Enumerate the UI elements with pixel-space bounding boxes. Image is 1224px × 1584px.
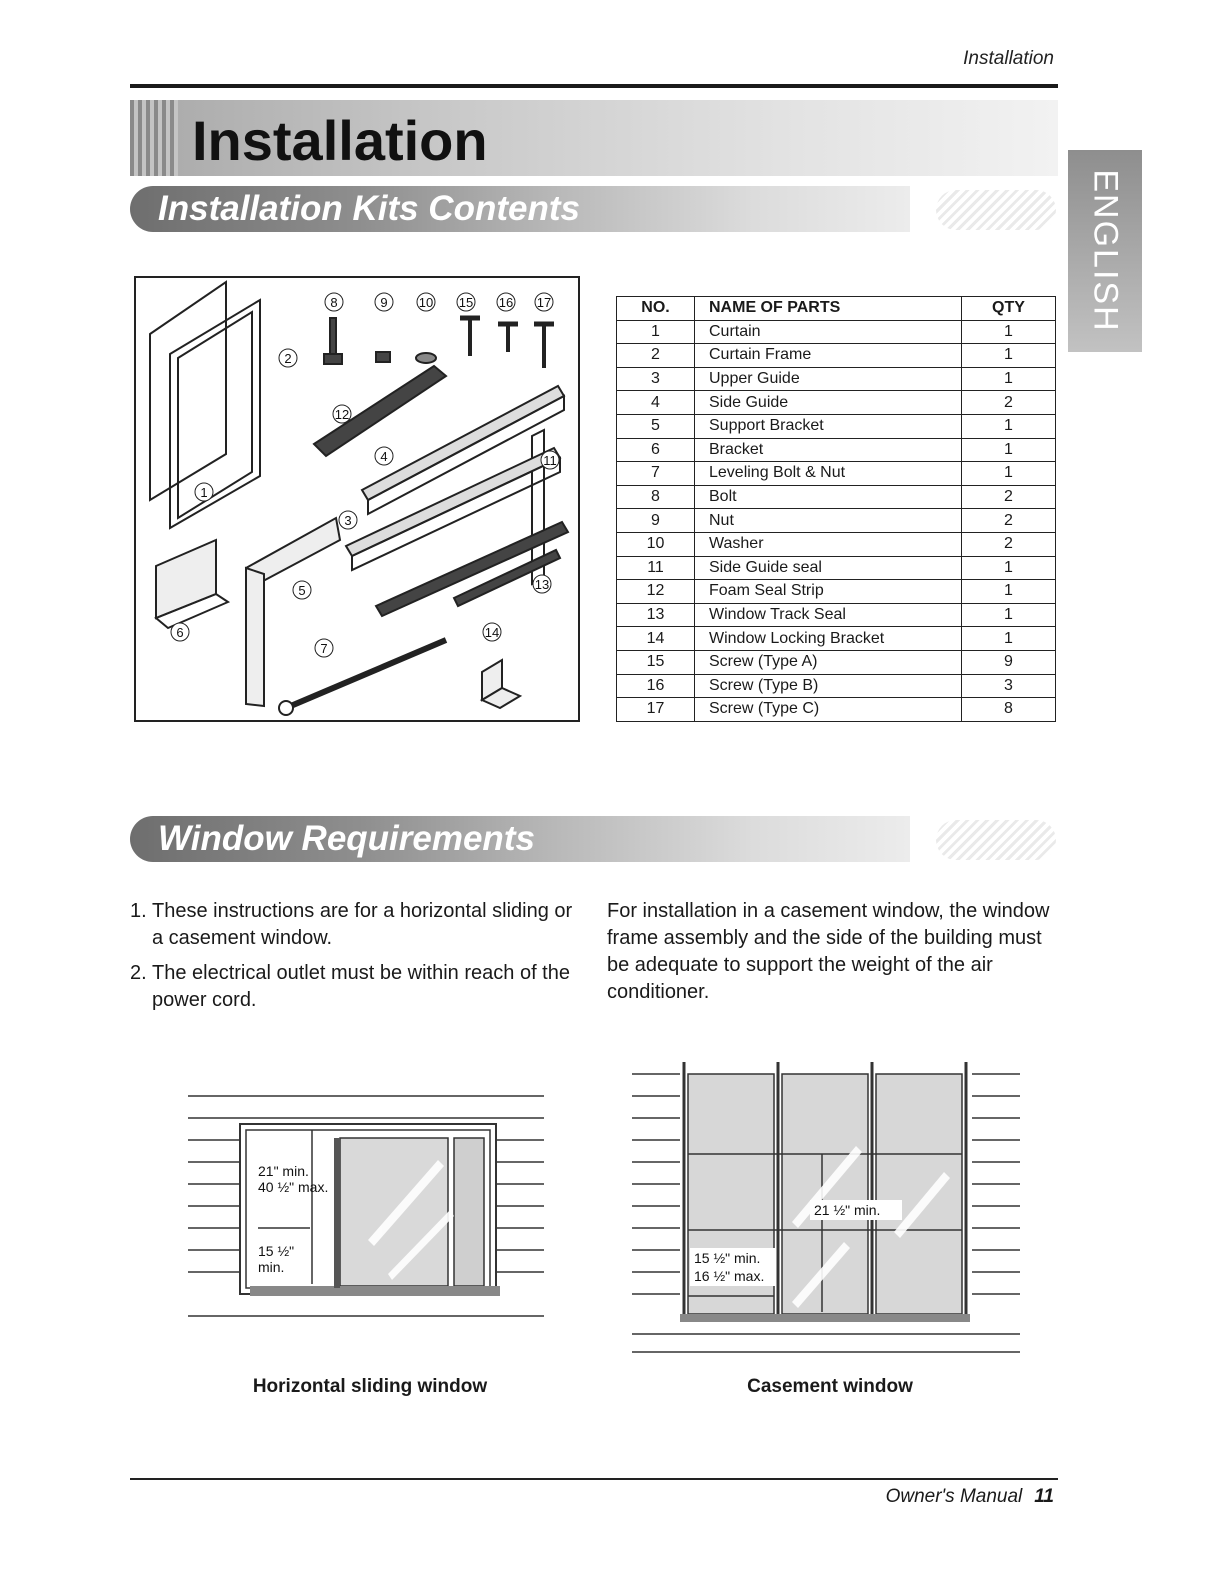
running-header: Installation [963,48,1054,69]
table-cell-no: 10 [617,532,695,556]
table-cell-qty: 1 [962,438,1056,462]
sliding-height-max: 40 ½" max. [258,1179,329,1195]
column-header-no: NO. [617,297,695,321]
svg-text:15: 15 [458,295,474,310]
table-cell-name: Bolt [695,485,962,509]
table-row [617,414,1056,438]
table-cell-name: Side Guide [695,391,962,415]
window-track-seal-part [376,522,568,616]
table-cell-qty: 1 [962,603,1056,627]
table-cell-name: Window Track Seal [695,603,962,627]
nut-part [376,352,390,362]
table-cell-name: Window Locking Bracket [695,627,962,651]
table-cell-name: Curtain [695,320,962,344]
table-cell-name: Bracket [695,438,962,462]
column-header-qty: QTY [962,297,1056,321]
table-cell-no: 3 [617,367,695,391]
callout-7 [315,639,333,657]
footer-manual-label: Owner's Manual [885,1486,1023,1507]
table-cell-no: 7 [617,462,695,486]
table-cell-name: Washer [695,532,962,556]
table-cell-name: Support Bracket [695,414,962,438]
casement-height-min: 21 ½" min. [814,1202,881,1218]
svg-text:10: 10 [418,295,434,310]
table-cell-qty: 2 [962,485,1056,509]
casement-width-max: 16 ½" max. [694,1268,765,1284]
table-cell-name: Screw (Type C) [695,698,962,722]
table-row [617,674,1056,698]
table-cell-no: 16 [617,674,695,698]
page-footer [886,1486,1054,1508]
table-cell-qty: 1 [962,414,1056,438]
callout-16 [497,293,515,311]
svg-text:14: 14 [484,625,500,640]
table-cell-qty: 1 [962,556,1056,580]
window-section-heading [130,816,910,862]
sliding-width-value: 15 ½" [258,1243,295,1259]
table-cell-qty: 1 [962,627,1056,651]
svg-text:1: 1 [200,485,208,500]
table-row [617,438,1056,462]
kits-section-title: Installation Kits Contents [158,189,580,228]
table-row [617,650,1056,674]
svg-text:8: 8 [330,295,338,310]
sliding-window-figure [188,1090,548,1326]
window-section-title: Window Requirements [158,819,535,858]
table-cell-qty: 3 [962,674,1056,698]
table-cell-name: Nut [695,509,962,533]
svg-text:13: 13 [534,577,550,592]
callout-13 [533,575,551,593]
table-cell-name: Leveling Bolt & Nut [695,462,962,486]
callout-2 [279,349,297,367]
table-cell-qty: 1 [962,320,1056,344]
table-cell-no: 4 [617,391,695,415]
callout-9 [375,293,393,311]
table-cell-name: Foam Seal Strip [695,580,962,604]
language-tab [1068,150,1142,352]
casement-window-caption: Casement window [747,1376,913,1397]
svg-text:6: 6 [176,625,184,640]
table-cell-name: Upper Guide [695,367,962,391]
table-cell-no: 14 [617,627,695,651]
washer-part [416,353,436,363]
table-cell-no: 8 [617,485,695,509]
svg-text:4: 4 [380,449,388,464]
heading-decoration [936,190,1056,230]
table-row [617,580,1056,604]
kits-section-heading [130,186,910,232]
callout-3 [339,511,357,529]
leveling-bolt-part [286,640,446,708]
svg-text:2: 2 [284,351,292,366]
table-cell-qty: 1 [962,344,1056,368]
svg-text:17: 17 [536,295,552,310]
svg-text:5: 5 [298,583,306,598]
callout-8 [325,293,343,311]
parts-table [616,296,1056,722]
list-item-number: 1. [130,900,147,922]
column-header-name: NAME OF PARTS [695,297,962,321]
table-cell-qty: 2 [962,391,1056,415]
table-cell-no: 5 [617,414,695,438]
page-number: 11 [1034,1486,1054,1507]
table-cell-no: 9 [617,509,695,533]
table-cell-no: 17 [617,698,695,722]
table-cell-qty: 2 [962,532,1056,556]
list-item-text: These instructions are for a horizontal sliding or a casement window. [152,900,573,949]
page-title: Installation [192,109,488,172]
table-cell-no: 15 [617,650,695,674]
table-cell-qty: 1 [962,367,1056,391]
table-cell-name: Curtain Frame [695,344,962,368]
requirements-list [130,898,580,1022]
table-row [617,627,1056,651]
callout-12 [333,405,351,423]
parts-drawing [136,278,578,720]
callout-6 [171,623,189,641]
table-cell-no: 11 [617,556,695,580]
casement-window-figure [632,1062,1024,1358]
callout-15 [457,293,475,311]
curtain-part [150,282,226,500]
list-item-text: The electrical outlet must be within reach of the power cord. [152,962,570,1011]
callout-1 [195,483,213,501]
table-cell-no: 6 [617,438,695,462]
svg-text:12: 12 [334,407,350,422]
casement-note: For installation in a casement window, the window frame assembly and the side of the building must be adequate to support the weight of the air conditioner. [607,900,1050,1003]
list-item [130,898,580,952]
svg-text:16: 16 [498,295,514,310]
sliding-height-min: 21" min. [258,1163,309,1179]
table-cell-qty: 1 [962,580,1056,604]
list-item [130,960,580,1014]
callout-14 [483,623,501,641]
parts-table-header [617,297,1056,321]
sliding-width-min: min. [258,1259,285,1275]
table-row [617,603,1056,627]
callout-11 [541,451,559,469]
table-row [617,320,1056,344]
bolt-part [330,318,336,358]
parts-illustration [134,276,580,722]
table-cell-name: Screw (Type B) [695,674,962,698]
svg-text:7: 7 [320,641,328,656]
callout-5 [293,581,311,599]
svg-text:9: 9 [380,295,388,310]
table-row [617,391,1056,415]
table-row [617,485,1056,509]
top-rule [130,84,1058,88]
language-tab-label: ENGLISH [1086,169,1125,333]
heading-decoration [936,820,1056,860]
table-cell-no: 13 [617,603,695,627]
table-row [617,698,1056,722]
callout-17 [535,293,553,311]
table-cell-qty: 2 [962,509,1056,533]
sliding-window-caption: Horizontal sliding window [252,1376,488,1397]
table-row [617,367,1056,391]
table-cell-no: 2 [617,344,695,368]
list-item-number: 2. [130,962,147,984]
table-cell-qty: 8 [962,698,1056,722]
svg-text:3: 3 [344,513,352,528]
casement-width-min: 15 ½" min. [694,1250,761,1266]
table-cell-no: 12 [617,580,695,604]
table-row [617,509,1056,533]
table-row [617,462,1056,486]
callout-4 [375,447,393,465]
table-cell-name: Side Guide seal [695,556,962,580]
table-cell-no: 1 [617,320,695,344]
svg-text:11: 11 [543,453,557,468]
table-cell-qty: 1 [962,462,1056,486]
table-row [617,344,1056,368]
table-cell-qty: 9 [962,650,1056,674]
callout-10 [417,293,435,311]
table-row [617,532,1056,556]
table-cell-name: Screw (Type A) [695,650,962,674]
table-row [617,556,1056,580]
bottom-rule [130,1478,1058,1480]
title-stripes [130,100,178,176]
